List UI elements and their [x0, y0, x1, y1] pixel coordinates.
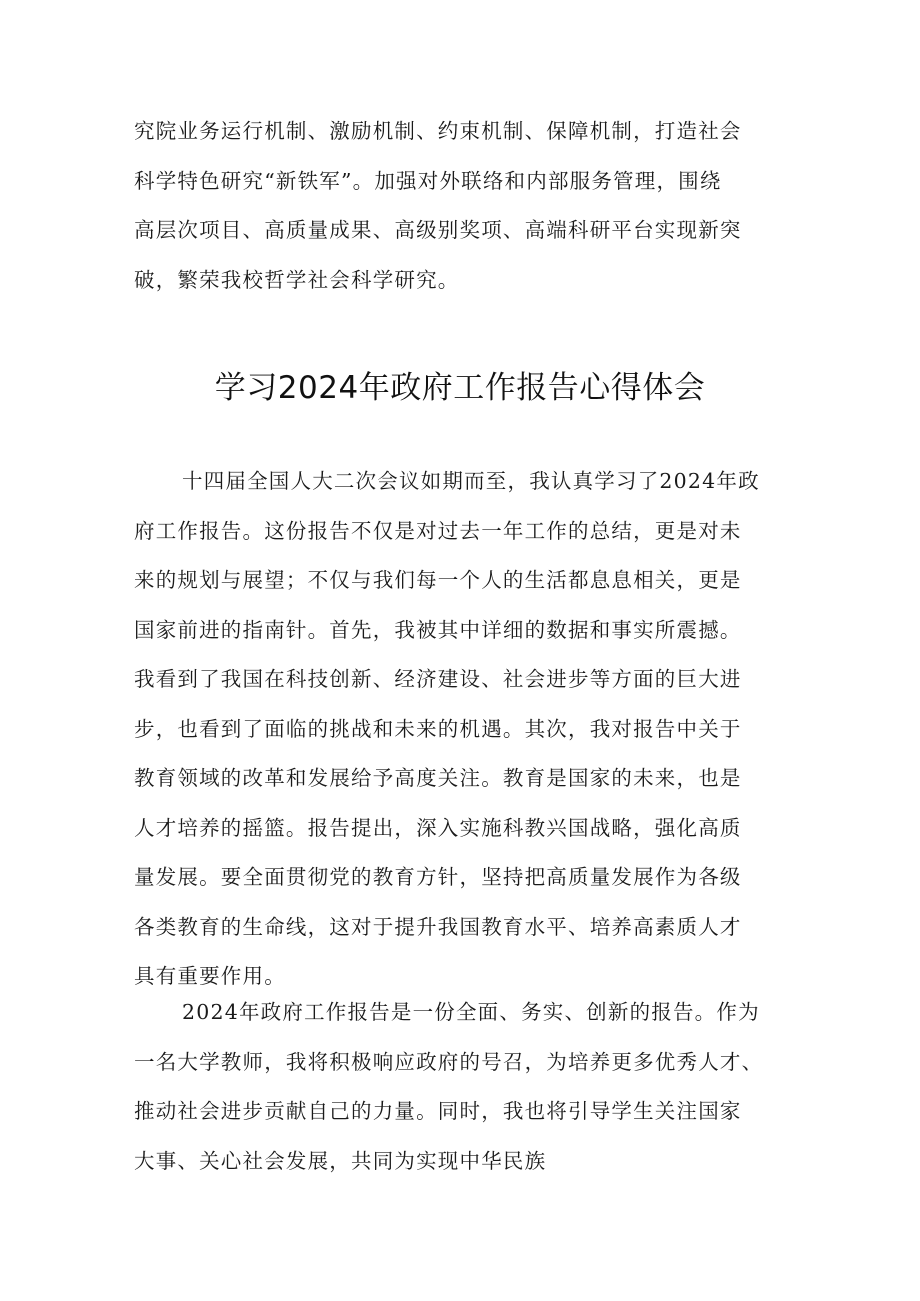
paragraph-2	[134, 988, 794, 1186]
paragraph-line: 高层次项目、高质量成果、高级别奖项、高端科研平台实现新突	[134, 218, 742, 242]
paragraph-line: 科学特色研究“新铁军”。加强对外联络和内部服务管理，围绕	[134, 168, 722, 193]
continued-paragraph	[134, 107, 794, 305]
paragraph-line: 量发展。要全面贯彻党的教育方针，坚持把高质量发展作为各级	[134, 865, 742, 889]
paragraph-line: 步，也看到了面临的挑战和未来的机遇。其次，我对报告中关于	[134, 716, 742, 741]
paragraph-line: 人才培养的摇篮。报告提出，深入实施科教兴国战略，强化高质	[134, 815, 742, 840]
paragraph-line: 破，繁荣我校哲学社会科学研究。	[134, 267, 460, 292]
paragraph-line: 府工作报告。这份报告不仅是对过去一年工作的总结，更是对未	[134, 518, 742, 543]
paragraph-line: 教育领域的改革和发展给予高度关注。教育是国家的未来，也是	[134, 766, 742, 790]
paragraph-line: 一名大学教师，我将积极响应政府的号召，为培养更多优秀人才、	[134, 1049, 764, 1074]
paragraph-line: 究院业务运行机制、激励机制、约束机制、保障机制，打造社会	[134, 119, 742, 143]
paragraph-line: 各类教育的生命线，这对于提升我国教育水平、培养高素质人才	[134, 914, 742, 939]
paragraph-line: 来的规划与展望；不仅与我们每一个人的生活都息息相关，更是	[134, 568, 742, 592]
paragraph-line: 具有重要作用。	[134, 964, 286, 988]
paragraph-line: 推动社会进步贡献自己的力量。同时，我也将引导学生关注国家	[134, 1099, 742, 1123]
paragraph-line: 十四届全国人大二次会议如期而至，我认真学习了2024年政	[182, 469, 760, 493]
document-title: 学习2024年政府工作报告心得体会	[214, 370, 706, 406]
paragraph-line: 国家前进的指南针。首先，我被其中详细的数据和事实所震撼。	[134, 617, 742, 642]
paragraph-line: 我看到了我国在科技创新、经济建设、社会进步等方面的巨大进	[134, 667, 742, 691]
paragraph-line: 2024年政府工作报告是一份全面、务实、创新的报告。作为	[182, 1000, 760, 1024]
paragraph-1	[134, 457, 794, 1002]
paragraph-line: 大事、关心社会发展，共同为实现中华民族	[134, 1148, 547, 1173]
